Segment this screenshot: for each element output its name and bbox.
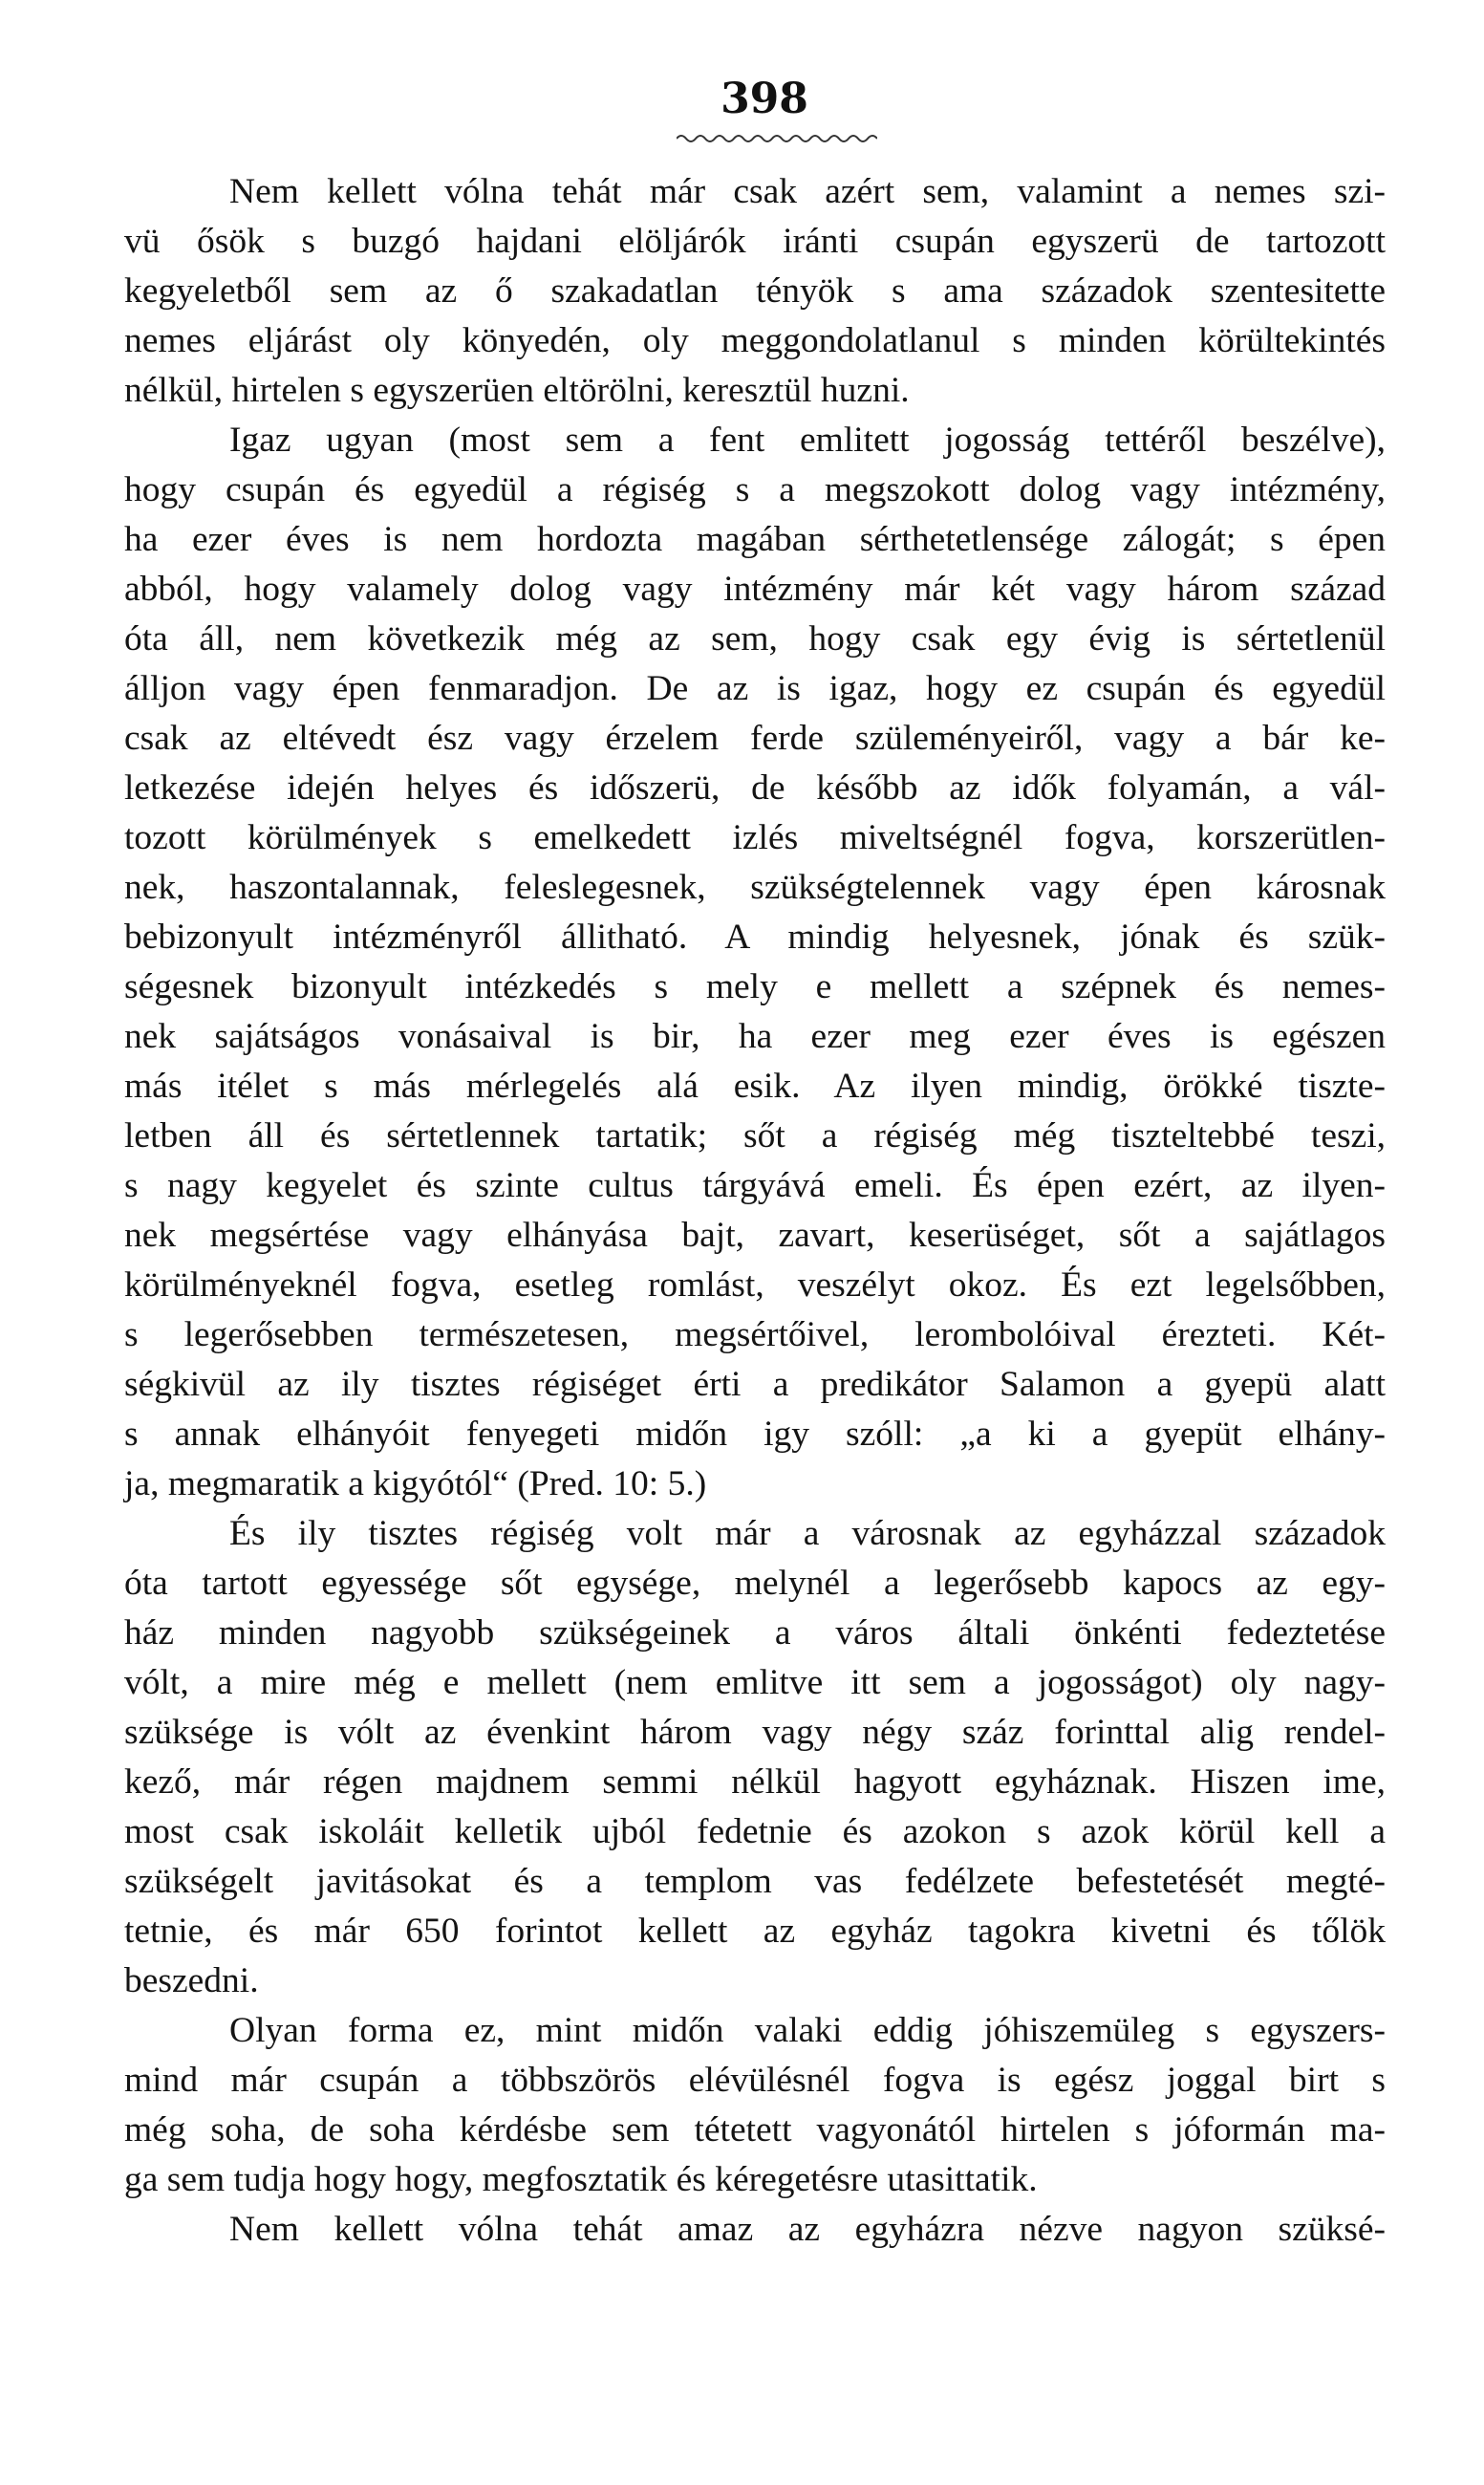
text-line: kező, már régen majdnem semmi nélkül hagyott egyháznak. Hiszen ime, — [124, 1762, 1386, 1802]
text-line: most csak iskoláit kelletik ujból fedetnie és azokon s azok körül kell a — [124, 1812, 1386, 1851]
text-line: nek sajátságos vonásaival is bir, ha ezer meg ezer éves is egészen — [124, 1017, 1386, 1056]
text-line: ház minden nagyobb szükségeinek a város általi önkénti fedeztetése — [124, 1613, 1386, 1653]
text-line: tozott körülmények s emelkedett izlés miveltségnél fogva, korszerütlen- — [124, 818, 1386, 857]
text-line: szüksége is vólt az évenkint három vagy négy száz forinttal alig rendel- — [124, 1713, 1386, 1752]
text-line: óta tartott egyessége sőt egysége, melynél a legerősebb kapocs az egy- — [124, 1564, 1386, 1603]
text-line: Igaz ugyan (most sem a fent emlitett jogosság tettéről beszélve), — [229, 421, 1386, 460]
text-line: álljon vagy épen fenmaradjon. De az is igaz, hogy ez csupán és egyedül — [124, 669, 1386, 708]
text-line: ga sem tudja hogy hogy, megfosztatik és kéregetésre utasittatik. — [124, 2160, 1038, 2199]
text-line: vólt, a mire még e mellett (nem emlitve itt sem a jogosságot) oly nagy- — [124, 1663, 1386, 1702]
paragraph — [124, 1509, 1386, 2006]
text-line: vü ősök s buzgó hajdani elöljárók iránti csupán egyszerü de tartozott — [124, 222, 1386, 261]
text-line: Nem kellett vólna tehát amaz az egyházra nézve nagyon szüksé- — [229, 2210, 1386, 2249]
text-line: s nagy kegyelet és szinte cultus tárgyává emeli. És épen ezért, az ilyen- — [124, 1166, 1386, 1205]
text-line: Nem kellett vólna tehát már csak azért sem, valamint a nemes szi- — [229, 172, 1386, 211]
text-line: ségkivül az ily tisztes régiséget érti a predikátor Salamon a gyepü alatt — [124, 1365, 1386, 1404]
text-line: bebizonyult intézményről állitható. A mindig helyesnek, jónak és szük- — [124, 918, 1386, 957]
text-line: más itélet s más mérlegelés alá esik. Az ilyen mindig, örökké tiszte- — [124, 1067, 1386, 1106]
text-line: nek, haszontalannak, feleslegesnek, szükségtelennek vagy épen károsnak — [124, 868, 1386, 907]
text-line: még soha, de soha kérdésbe sem tétetett vagyonától hirtelen s jóformán ma- — [124, 2110, 1386, 2150]
text-line: letben áll és sértetlennek tartatik; sőt a régiség még tiszteltebbé teszi, — [124, 1116, 1386, 1156]
text-line: beszedni. — [124, 1961, 259, 2000]
paragraph — [124, 2006, 1386, 2205]
body-text — [124, 167, 1386, 2255]
text-line: mind már csupán a többszörös elévülésnél fogva is egész joggal birt s — [124, 2061, 1386, 2100]
text-line: ha ezer éves is nem hordozta magában sérthetetlensége zálogát; s épen — [124, 520, 1386, 559]
text-line: s annak elhányóit fenyegeti midőn igy szóll: „a ki a gyepüt elhány- — [124, 1415, 1386, 1454]
text-line: abból, hogy valamely dolog vagy intézmény már két vagy három század — [124, 570, 1386, 609]
paragraph — [124, 167, 1386, 416]
text-line: És ily tisztes régiség volt már a városnak az egyházzal századok — [229, 1514, 1386, 1553]
text-line: csak az eltévedt ész vagy érzelem ferde szüleményeiről, vagy a bár ke- — [124, 719, 1386, 758]
page-number-ornament — [677, 132, 877, 145]
text-line: szükségelt javitásokat és a templom vas fedélzete befestetését megté- — [124, 1862, 1386, 1901]
page-number: 398 — [720, 75, 808, 123]
text-line: ségesnek bizonyult intézkedés s mely e mellett a szépnek és nemes- — [124, 967, 1386, 1006]
text-line: nek megsértése vagy elhányása bajt, zavart, keserüséget, sőt a sajátlagos — [124, 1216, 1386, 1255]
text-line: hogy csupán és egyedül a régiség s a megszokott dolog vagy intézmény, — [124, 470, 1386, 509]
text-line: óta áll, nem következik még az sem, hogy csak egy évig is sértetlenül — [124, 619, 1386, 659]
text-line: Olyan forma ez, mint midőn valaki eddig jóhiszemüleg s egyszers- — [229, 2011, 1386, 2050]
text-line: nélkül, hirtelen s egyszerüen eltörölni, keresztül huzni. — [124, 371, 910, 410]
paragraph — [124, 2205, 1386, 2255]
text-line: ja, megmaratik a kigyótól“ (Pred. 10: 5.) — [124, 1464, 707, 1503]
text-line: kegyeletből sem az ő szakadatlan tényök s ama századok szentesitette — [124, 271, 1386, 311]
text-line: s legerősebben természetesen, megsértőivel, lerombolóival érezteti. Két- — [124, 1315, 1386, 1354]
paragraph — [124, 416, 1386, 1509]
text-line: nemes eljárást oly könyedén, oly meggondolatlanul s minden körültekintés — [124, 321, 1386, 360]
text-line: körülményeknél fogva, esetleg romlást, veszélyt okoz. És ezt legelsőbben, — [124, 1265, 1386, 1305]
text-line: letkezése idején helyes és időszerü, de később az idők folyamán, a vál- — [124, 768, 1386, 808]
text-line: tetnie, és már 650 forintot kellett az egyház tagokra kivetni és tőlök — [124, 1912, 1386, 1951]
